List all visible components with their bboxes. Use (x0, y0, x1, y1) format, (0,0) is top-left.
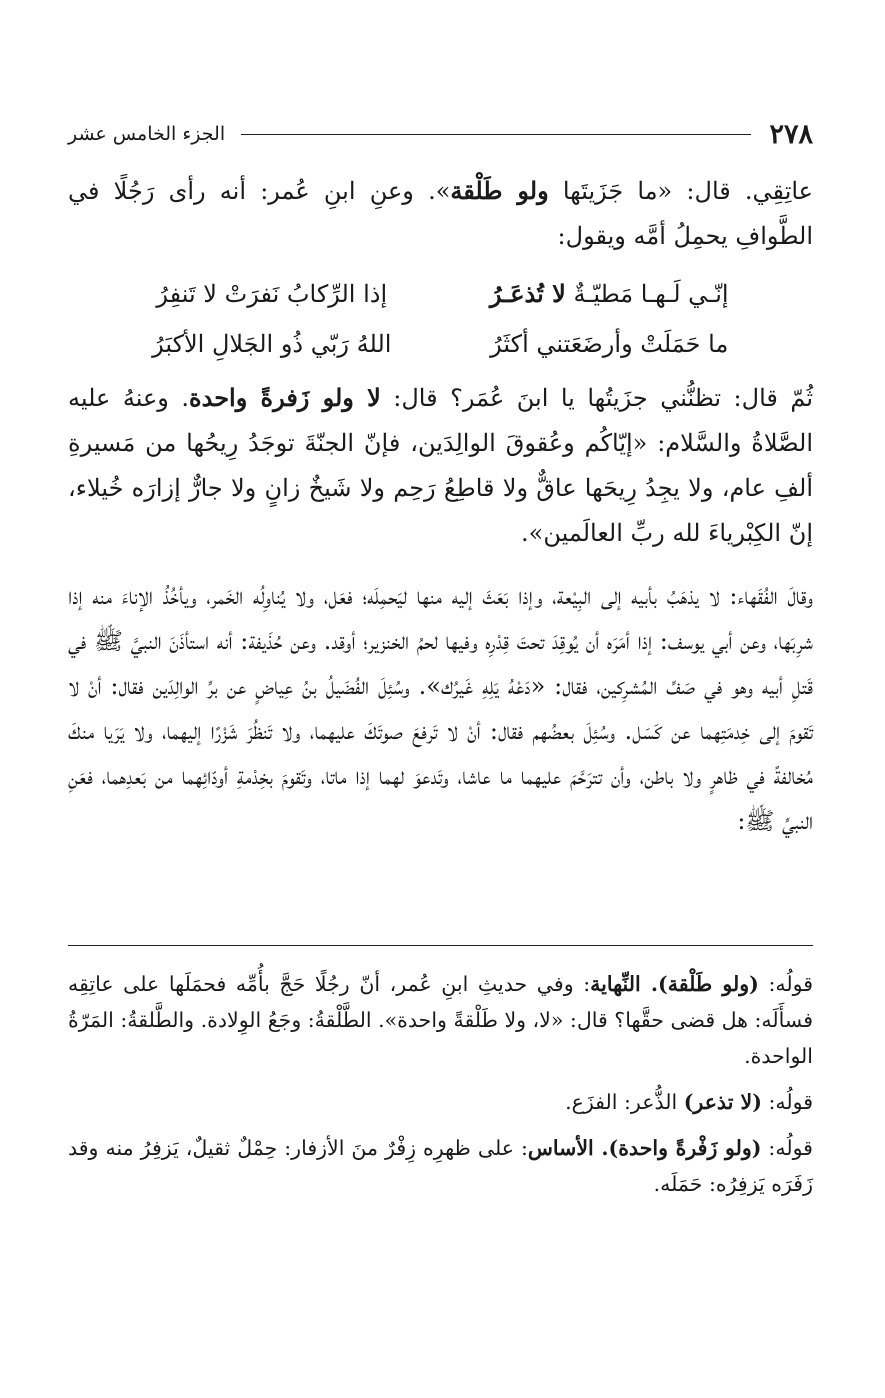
p1-text-c: ». وعنِ ابنِ عُمر: أنه رأى رَجُلًا في الطَّوافِ يحمِلُ أمَّه ويقول: (68, 177, 813, 250)
p1-lemma: ولو طَلْقة (450, 176, 549, 205)
footnote-2-text: الذُّعر: الفزَع. (565, 1090, 684, 1114)
paragraph-3: وقالَ الفُقَهاء: لا يذهَبُ بأبيه إلى البِيْعة، وإذا بَعَثَ إليه منها ليَحمِلَه؛ فعَل، ولا يُناوِلُه الخَمر، ويأخُذُ الإناءَ منه إذا شرِبَها، وعن أبي يوسف: إذا أمَرَه أن يُوقِدَ تحتَ قِدْرِه وفيها لحمُ الخنزير؛ أوقد. وعن حُذَيفة: أنه استأذَنَ النبيَّ ﷺ في قَتلِ أبيه وهو في صَفِّ المُشرِكين، فقال: «دَعْهُ يَلِهِ غَيرُك». وسُئِلَ الفُضَيلُ بنُ عِياضٍ عن برِّ الوالِدَين فقال: أنْ لا تَقومَ إلى خِدمَتِهما عن كَسَل. وسُئِلَ بعضُهم فقال: أنْ لا تَرفعَ صوتَكَ عليهما، ولا تَنظُرَ شَزْرًا إليهما، ولا يَرَيا منكَ مُخالفةً في ظاهرٍ ولا باطن، وأن تترَحَّمَ عليهما ما عاشا، وتَدعوَ لهما إذا ماتا، وتَقومَ بخِدْمةِ أودّائِهما من بَعدِهما، فعَنِ النبيِّ ﷺ: (68, 582, 814, 835)
footnote-2 (68, 1084, 813, 1120)
footnote-1-text: : وفي حديثِ ابنِ عُمر، أنّ رجُلًا حَجَّ بأُمِّه فحمَلَها على عاتِقِه فسأَلَه: هل قضى حقَّها؟ قال: «لا، ولا طَلْقةً واحدة». الطَّلْقةُ: وجَعُ الوِلادة. والطَّلقةُ: المَرّةُ الواحدة. (68, 972, 813, 1068)
footnote-2-lemma: (لا تذعر) (683, 1090, 762, 1114)
footnote-1-lemma: (ولو طَلْقة). النِّهاية (590, 972, 759, 996)
p2-lemma: لا ولو زَفرةً واحدة (189, 383, 381, 412)
verse-line-2 (116, 319, 765, 369)
verse-line-1 (116, 269, 765, 319)
footnote-3 (68, 1130, 813, 1202)
p2-text-c: . وعنهُ عليه الصَّلاةُ والسَّلام: «إيّاكُم وعُقوقَ الوالِدَين، فإنّ الجنّةَ توجَدُ رِيحُها من مَسيرةِ ألفِ عام، ولا يجِدُ رِيحَها عاقٌّ ولا قاطِعُ رَحِم ولا شَيخٌ زانٍ ولا جارٌّ إزارَه خُيلاء، إنّ الكِبْرياءَ لله ربِّ العالَمين». (68, 384, 813, 547)
running-header (68, 116, 813, 152)
verse-2-second-hemistich: اللهُ رَبّي ذُو الجَلالِ الأكبَرُ (152, 330, 392, 358)
header-rule (241, 134, 751, 135)
footnote-1 (68, 966, 813, 1074)
footnote-1-prefix: قولُه: (758, 972, 814, 996)
verse-2-first-hemistich: ما حَمَلَتْ وأرضَعَتني أكثَرُ (490, 330, 729, 358)
verse-1-bold-phrase: لا تُذعَـرُ (489, 279, 566, 308)
footnote-3-prefix: قولُه: (761, 1136, 813, 1160)
paragraph-2 (68, 375, 813, 556)
p2-text-a: ثُمّ قال: تظنُّني جزَيتُها يا ابنَ عُمَر؟ قال: (380, 384, 813, 412)
footnote-3-lemma: (ولو زَفْرةً واحدة). الأساس (527, 1136, 762, 1160)
footnote-3-text: : على ظهرِه زِفْرٌ منَ الأزفار: حِمْلٌ ثقيلٌ، يَزفِرُ منه وقد زَفَرَه يَزفِرُه: حَمَلَه. (68, 1136, 813, 1196)
p1-text-a: عاتِقِي. قال: «ما جَزَيتَها (548, 177, 814, 205)
paragraph-gap (68, 556, 813, 574)
paragraph-1 (68, 168, 813, 259)
main-text (68, 168, 813, 844)
page-number: ٢٧٨ (769, 118, 813, 150)
footnote-rule (68, 945, 813, 946)
volume-title: الجزء الخامس عشر (68, 123, 226, 145)
footnotes (68, 966, 813, 1212)
verse-1-first-hemistich: إنّـي لَـهـا مَطيّـةٌ لا تُذعَـرُ (489, 279, 729, 308)
footnote-2-prefix: قولُه: (761, 1090, 813, 1114)
verse-1-second-hemistich: إذا الرِّكابُ نَفرَتْ لا تَنفِرُ (156, 280, 388, 308)
book-page (68, 0, 813, 1398)
poem-verses (116, 269, 765, 369)
